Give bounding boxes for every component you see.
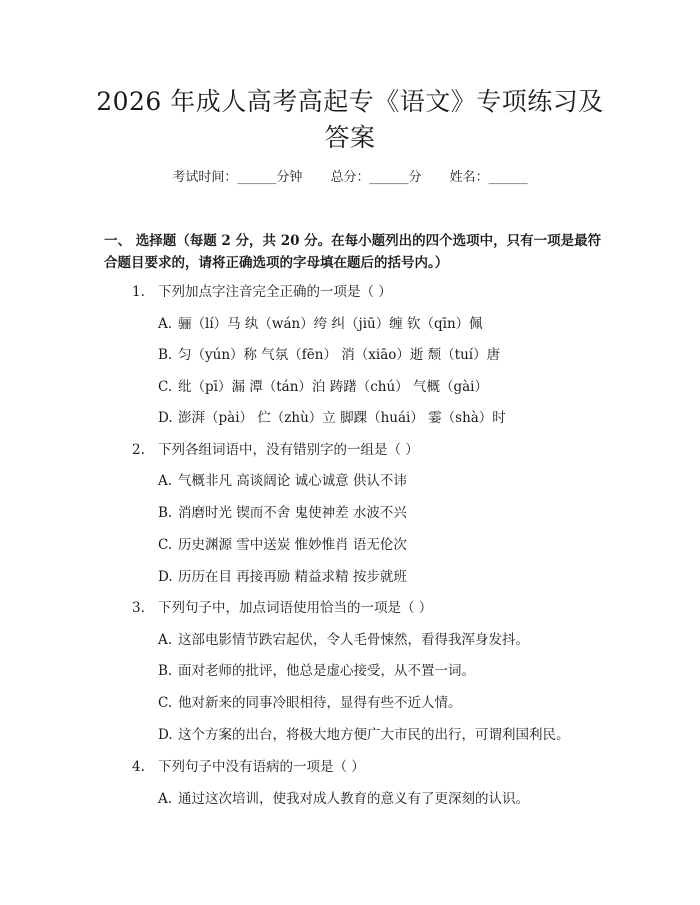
question-number: 3. xyxy=(132,600,145,616)
question-text: 下列各组词语中，没有错别字的一组是（ ） xyxy=(158,442,419,458)
option-text: 历史渊源 雪中送炭 惟妙惟肖 语无伦次 xyxy=(178,537,407,553)
exam-time: 考试时间：______分钟 xyxy=(172,170,303,185)
option-text: 消磨时光 锲而不舍 鬼使神差 水波不兴 xyxy=(178,505,407,521)
question-text: 下列加点字注音完全正确的一项是（ ） xyxy=(158,284,392,300)
option-text: 气概非凡 高谈阔论 诚心诚意 供认不讳 xyxy=(178,473,407,489)
exam-info xyxy=(0,168,700,188)
question-2-option-b xyxy=(158,503,407,523)
question-3-option-b xyxy=(158,661,475,681)
question-1-option-c xyxy=(158,377,488,397)
option-letter: A. xyxy=(158,473,173,489)
title-line-2: 答案 xyxy=(324,123,376,152)
question-number: 1. xyxy=(132,284,145,300)
option-text: 面对老师的批评，他总是虚心接受，从不置一词。 xyxy=(178,663,475,679)
question-3 xyxy=(132,598,432,618)
option-letter: D. xyxy=(158,569,173,585)
option-letter: B. xyxy=(158,663,173,679)
option-letter: A. xyxy=(158,632,173,648)
option-letter: C. xyxy=(158,379,173,395)
title-line-1: 2026 年成人高考高起专《语文》专项练习及 xyxy=(96,87,604,116)
question-1 xyxy=(132,282,392,302)
option-letter: A. xyxy=(158,316,173,332)
question-1-option-a xyxy=(158,314,483,334)
option-letter: C. xyxy=(158,695,173,711)
exam-score: 总分：______分 xyxy=(330,170,422,185)
option-letter: B. xyxy=(158,347,173,363)
question-1-option-d xyxy=(158,408,506,428)
question-2 xyxy=(132,440,419,460)
option-letter: A. xyxy=(158,791,173,807)
question-number: 4. xyxy=(132,759,145,775)
option-text: 这个方案的出台，将极大地方便广大市民的出行，可谓利国利民。 xyxy=(178,727,570,743)
option-letter: D. xyxy=(158,727,173,743)
question-2-option-a xyxy=(158,471,407,491)
option-text: 骊（lí）马 纨（wán）绔 纠（jiū）缠 钦（qīn）佩 xyxy=(178,316,483,332)
option-text: 通过这次培训，使我对成人教育的意义有了更深刻的认识。 xyxy=(178,791,529,807)
question-text: 下列句子中，加点词语使用恰当的一项是（ ） xyxy=(158,600,433,616)
question-3-option-c xyxy=(158,693,462,713)
document-title xyxy=(60,84,640,156)
question-2-option-d xyxy=(158,567,407,587)
question-4-option-a xyxy=(158,789,529,809)
exam-name: 姓名：______ xyxy=(449,170,528,185)
section-heading: 一、 选择题（每题 2 分，共 20 分。在每小题列出的四个选项中，只有一项是最符合题目要求的，请将正确选项的字母填在题后的括号内。） xyxy=(104,233,602,271)
option-letter: D. xyxy=(158,410,173,426)
question-1-option-b xyxy=(158,345,500,365)
option-text: 匀（yún）称 气氛（fēn） 消（xiāo）逝 颓（tuí）唐 xyxy=(178,347,501,363)
option-text: 澎湃（pài） 伫（zhù）立 脚踝（huái） 霎（shà）时 xyxy=(178,410,506,426)
option-letter: C. xyxy=(158,537,173,553)
option-text: 历历在目 再接再励 精益求精 按步就班 xyxy=(178,569,407,585)
question-text: 下列句子中没有语病的一项是（ ） xyxy=(158,759,365,775)
question-4 xyxy=(132,757,365,777)
option-letter: B. xyxy=(158,505,173,521)
question-3-option-d xyxy=(158,725,570,745)
option-text: 纰（pī）漏 潭（tán）泊 踌躇（chú） 气概（gài） xyxy=(178,379,488,395)
question-3-option-a xyxy=(158,630,529,650)
option-text: 这部电影情节跌宕起伏，令人毛骨悚然，看得我浑身发抖。 xyxy=(178,632,529,648)
question-2-option-c xyxy=(158,535,407,555)
option-text: 他对新来的同事冷眼相待，显得有些不近人情。 xyxy=(178,695,462,711)
question-number: 2. xyxy=(132,442,145,458)
